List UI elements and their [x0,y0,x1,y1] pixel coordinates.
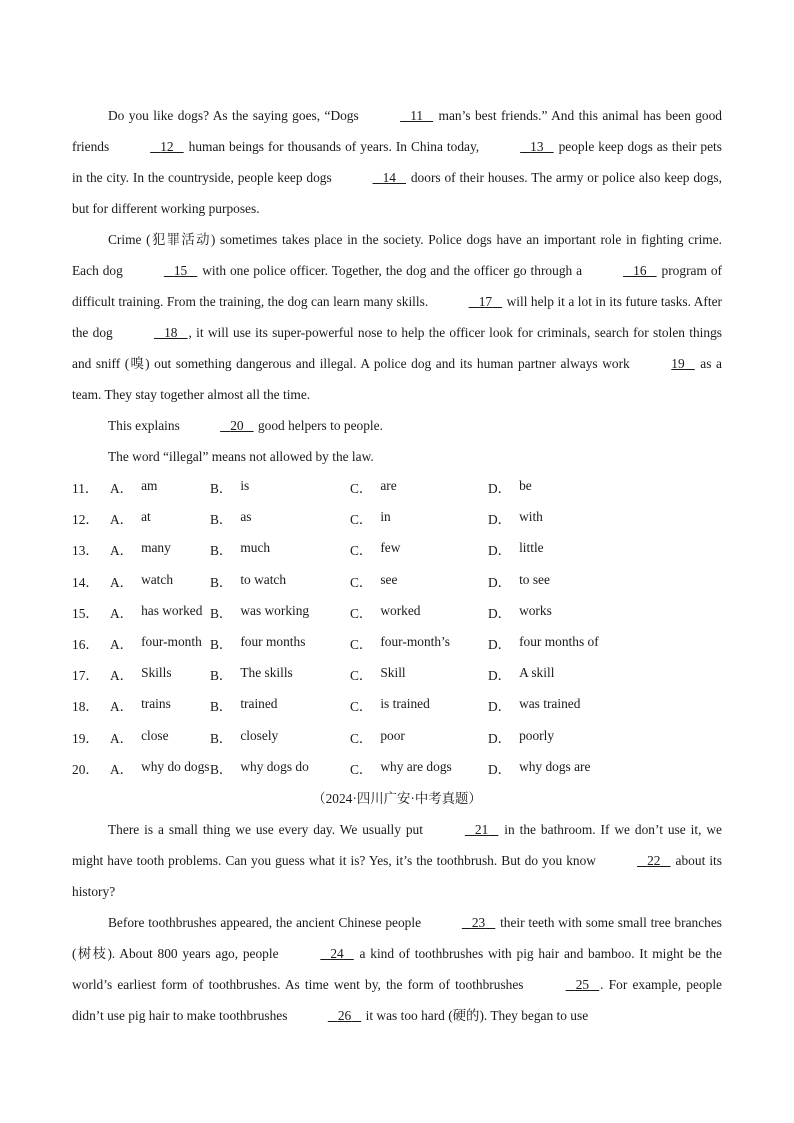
option-d[interactable] [488,478,628,497]
blank-25[interactable] [529,969,600,1000]
option-c[interactable] [350,478,488,497]
blank-23[interactable] [425,907,496,938]
option-text: with [519,509,543,525]
blank-number: 23 [471,914,486,930]
option-c[interactable] [350,634,488,653]
option-a[interactable] [110,572,210,591]
option-letter: A． [110,668,134,684]
blank-13[interactable] [483,131,554,162]
text-run: Crime (犯罪活动) sometimes takes place in the society. Police dogs have an important role in fighting crime. Each dog [72,232,722,278]
option-text: is trained [380,696,430,712]
options-list [72,472,722,784]
blank-number: 17 [478,294,493,309]
text-run: good helpers to people. [254,418,383,433]
option-text: watch [141,571,174,587]
option-letter: B． [210,668,233,684]
option-letter: B． [210,512,233,528]
option-text: Skill [380,665,406,681]
passage2-paragraph1 [72,814,722,907]
blank-20[interactable] [183,410,254,441]
option-b[interactable] [210,696,350,715]
question-number: 20． [72,761,99,777]
question-row [72,566,722,597]
option-text: why do dogs [141,758,210,774]
option-d[interactable] [488,540,628,559]
text-run: will help it a lot in its future tasks. After the dog [72,294,722,340]
option-text: few [380,540,401,556]
option-text: The skills [240,665,293,681]
option-text: to see [519,571,550,587]
text-run: program of difficult training. From the training, the dog can learn many skills. [72,263,722,309]
blank-number: 16 [633,263,647,278]
question-row [72,690,722,721]
passage1-paragraph2 [72,224,722,410]
option-letter: D． [488,699,512,715]
option-d[interactable] [488,728,628,747]
passage1-paragraph4: The word “illegal” means not allowed by the law. [108,449,374,464]
text-run: Do you like dogs? As the saying goes, “Dogs [108,108,364,123]
option-c[interactable] [350,728,488,747]
blank-18[interactable] [117,317,188,348]
option-d[interactable] [488,759,628,778]
question-number: 13． [72,543,99,559]
option-letter: D． [488,605,512,621]
option-text: as [240,509,252,525]
option-a[interactable] [110,759,210,778]
option-b[interactable] [210,572,350,591]
option-a[interactable] [110,728,210,747]
option-text: was trained [519,696,581,712]
passage2-paragraph2 [72,907,722,1031]
option-b[interactable] [210,478,350,497]
option-c[interactable] [350,759,488,778]
option-letter: B． [210,543,233,559]
blank-24[interactable] [283,938,354,969]
blank-number: 24 [330,945,344,961]
option-letter: C． [350,668,373,684]
option-letter: C． [350,699,373,715]
option-text: four months of [519,634,599,650]
option-letter: D． [488,730,512,746]
option-text: close [141,727,169,743]
option-letter: A． [110,730,134,746]
option-letter: A． [110,512,134,528]
question-number: 11． [72,481,99,497]
option-letter: C． [350,761,373,777]
question-row [72,534,722,565]
option-c[interactable] [350,665,488,684]
option-letter: A． [110,574,134,590]
blank-number: 13 [530,139,544,154]
text-run: There is a small thing we use every day. We usually put [108,821,428,837]
blank-number: 25 [575,976,590,992]
blank-16[interactable] [586,255,657,286]
option-letter: B． [210,481,233,497]
text-run: . For example, people didn’t use pig hair to make toothbrushes [72,976,722,1023]
option-letter: C． [350,574,373,590]
blank-26[interactable] [291,1000,362,1031]
option-letter: B． [210,605,233,621]
option-c[interactable] [350,696,488,715]
option-b[interactable] [210,665,350,684]
question-row [72,472,722,503]
option-letter: D． [488,512,512,528]
option-letter: B． [210,574,233,590]
blank-number: 20 [230,418,244,433]
blank-11[interactable] [363,100,434,131]
option-c[interactable] [350,603,488,622]
option-d[interactable] [488,696,628,715]
blank-number: 22 [647,852,661,868]
passage1-paragraph1 [72,100,722,224]
question-row [72,659,722,690]
option-letter: D． [488,761,512,777]
option-text: little [519,540,544,556]
option-letter: C． [350,543,373,559]
option-text: four-month [141,634,202,650]
option-b[interactable] [210,540,350,559]
option-letter: D． [488,481,512,497]
blank-number: 14 [382,170,396,185]
blank-17[interactable] [432,286,503,317]
question-row [72,753,722,784]
source-label: （2024·四川广安·中考真题） [312,790,482,806]
option-text: is [240,478,250,494]
option-text: at [141,509,151,525]
question-number: 12． [72,512,99,528]
option-a[interactable] [110,696,210,715]
option-d[interactable] [488,634,628,653]
text-run: as a team. They stay together almost all the time. [72,356,722,402]
text-run: man’s best friends.” And this animal has been good friends [72,108,722,154]
option-b[interactable] [210,759,350,778]
option-text: poorly [519,727,555,743]
option-letter: C． [350,730,373,746]
option-text: has worked [141,602,203,618]
option-text: poor [380,727,405,743]
option-d[interactable] [488,665,628,684]
option-letter: C． [350,637,373,653]
option-text: in [380,509,391,525]
option-b[interactable] [210,634,350,653]
option-letter: A． [110,637,134,653]
question-row [72,597,722,628]
option-a[interactable] [110,509,210,528]
option-letter: A． [110,481,134,497]
option-text: why dogs do [240,758,309,774]
option-text: Skills [141,665,172,681]
option-text: closely [240,727,279,743]
blank-22[interactable] [600,845,671,876]
option-d[interactable] [488,572,628,591]
option-letter: A． [110,605,134,621]
text-run: with one police officer. Together, the dog and the officer go through a [198,263,587,278]
option-b[interactable] [210,509,350,528]
option-a[interactable] [110,603,210,622]
option-text: much [240,540,271,556]
option-letter: C． [350,512,373,528]
option-text: trained [240,696,278,712]
text-run: , it will use its super-powerful nose to help the officer look for criminals, search for stolen things and sniff (嗅) out something dangerous and illegal. A police dog and its human partner always work [72,325,723,371]
option-a[interactable] [110,478,210,497]
blank-21[interactable] [428,814,499,845]
option-text: why dogs are [519,758,591,774]
option-c[interactable] [350,509,488,528]
option-letter: D． [488,543,512,559]
question-number: 19． [72,730,99,746]
blank-number: 12 [160,139,174,154]
question-number: 15． [72,605,99,621]
option-text: many [141,540,171,556]
text-run: Before toothbrushes appeared, the ancient Chinese people [108,914,425,930]
option-text: trains [141,696,171,712]
option-a[interactable] [110,634,210,653]
option-text: was working [240,602,310,618]
option-text: to watch [240,571,287,587]
option-b[interactable] [210,728,350,747]
text-run: about its history? [72,852,722,899]
option-a[interactable] [110,665,210,684]
option-letter: D． [488,574,512,590]
passage1-paragraph3 [72,410,722,441]
blank-number: 15 [173,263,188,278]
option-text: A skill [519,665,555,681]
blank-number: 19 [671,356,685,371]
option-c[interactable] [350,572,488,591]
blank-number: 21 [474,821,489,837]
question-number: 18． [72,699,99,715]
option-text: be [519,478,532,494]
text-run: in the bathroom. If we don’t use it, we might have tooth problems. Can you guess what it is? Yes, it’s the toothbrush. But do you know [72,821,722,868]
option-a[interactable] [110,540,210,559]
option-letter: B． [210,761,233,777]
text-run: human beings for thousands of years. In China today, [184,139,484,154]
option-letter: C． [350,481,373,497]
option-letter: B． [210,637,233,653]
option-letter: A． [110,699,134,715]
question-number: 16． [72,637,99,653]
text-run: people keep dogs as their pets in the city. In the countryside, people keep dogs [72,139,722,185]
document-page [72,100,722,1031]
question-number: 14． [72,574,99,590]
option-text: four months [240,634,306,650]
option-letter: A． [110,761,134,777]
text-run: This explains [108,418,184,433]
blank-12[interactable] [113,131,184,162]
option-d[interactable] [488,603,628,622]
option-text: are [380,478,397,494]
option-text: four-month’s [380,634,450,650]
option-c[interactable] [350,540,488,559]
blank-19[interactable] [634,348,695,379]
text-run: it was too hard (硬的). They began to use [362,1007,589,1023]
question-number: 17． [72,668,99,684]
option-letter: A． [110,543,134,559]
option-letter: D． [488,668,512,684]
blank-number: 26 [337,1007,352,1023]
blank-number: 18 [164,325,178,340]
option-letter: B． [210,699,233,715]
option-text: see [380,571,398,587]
option-text: works [519,602,552,618]
option-letter: B． [210,730,233,746]
option-text: am [141,478,158,494]
option-text: worked [380,602,421,618]
option-letter: C． [350,605,373,621]
question-row [72,503,722,534]
option-text: why are dogs [380,758,452,774]
blank-number: 11 [410,108,424,123]
option-letter: D． [488,637,512,653]
text-run: their teeth with some small tree branches (树枝). About 800 years ago, people [72,914,723,961]
text-run: doors of their houses. The army or police also keep dogs, but for different working purposes. [72,170,722,216]
text-run: a kind of toothbrushes with pig hair and bamboo. It might be the world’s earliest form of toothbrushes. As time went by, the form of toothbrushes [72,945,723,992]
option-b[interactable] [210,603,350,622]
blank-15[interactable] [127,255,198,286]
question-row [72,628,722,659]
option-d[interactable] [488,509,628,528]
blank-14[interactable] [336,162,407,193]
question-row [72,722,722,753]
